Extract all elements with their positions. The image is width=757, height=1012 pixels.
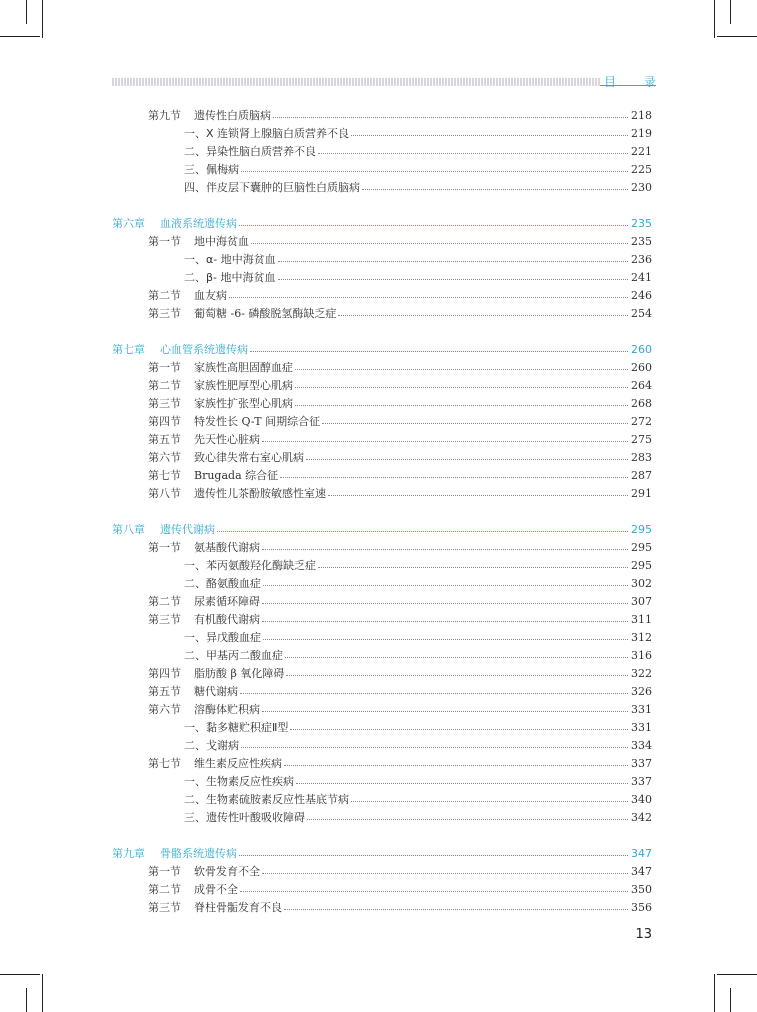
toc-entry-label [112,107,271,123]
toc-dot-leader [251,237,628,244]
toc-section-row[interactable] [112,232,652,250]
toc-entry-label [112,899,282,915]
toc-entry-page: 337 [631,756,652,770]
toc-item-row[interactable] [112,646,652,664]
toc-dot-leader [284,903,628,910]
toc-dot-leader [306,453,628,460]
toc-dot-leader [263,579,628,586]
toc-dot-leader [284,759,628,766]
crop-mark-top-right-v [714,0,715,38]
toc-entry-page: 268 [631,396,652,410]
toc-entry-page: 246 [631,288,652,302]
toc-entry-title: 三、遗传性叶酸吸收障碍 [184,811,305,824]
toc-entry-title: 血液系统遗传病 [160,217,237,230]
toc-entry-title: 二、异染性脑白质营养不良 [184,145,316,158]
toc-entry-page: 260 [631,342,652,356]
crop-mark-bottom-right-h [717,974,757,975]
toc-entry-label [112,863,260,879]
toc-entry-page: 316 [631,648,652,662]
toc-chapter-row[interactable] [112,214,652,232]
toc-entry-page: 283 [631,450,652,464]
toc-entry-title: 家族性扩张型心肌病 [194,397,293,410]
toc-entry-title: 尿素循环障碍 [194,595,260,608]
toc-entry-page: 254 [631,306,652,320]
crop-mark-bottom-left-v [42,974,43,1012]
toc-entry-title: 糖代谢病 [194,685,238,698]
toc-entry-page: 307 [631,594,652,608]
toc-section-row[interactable] [112,700,652,718]
toc-entry-title: 致心律失常右室心肌病 [194,451,304,464]
toc-dot-leader [318,147,628,154]
toc-chapter-row[interactable] [112,340,652,358]
toc-section-row[interactable] [112,394,652,412]
toc-item-row[interactable] [112,556,652,574]
toc-gap [112,826,652,844]
header-title-right: 录 [643,74,656,89]
toc-entry-page: 230 [631,180,652,194]
toc-item-row[interactable] [112,178,652,196]
toc-dot-leader [307,813,628,820]
toc-entry-title: 软骨发育不全 [194,865,260,878]
toc-entry-title: 二、甲基丙二酸血症 [184,649,283,662]
toc-dot-leader [322,417,628,424]
toc-dot-leader [229,291,628,298]
toc-entry-label [112,737,239,753]
toc-item-row[interactable] [112,268,652,286]
toc-entry-label [112,395,293,411]
crop-mark-bottom-left-v2 [26,988,27,1012]
toc-item-row[interactable] [112,736,652,754]
toc-entry-number: 第七章 [112,343,145,356]
toc-section-row[interactable] [112,484,652,502]
toc-dot-leader [239,219,628,226]
toc-dot-leader [280,471,628,478]
toc-entry-page: 295 [631,558,652,572]
toc-gap [112,322,652,340]
toc-entry-title: 成骨不全 [194,883,238,896]
toc-dot-leader [262,543,628,550]
toc-section-row[interactable] [112,538,652,556]
toc-dot-leader [240,687,628,694]
toc-entry-title: 一、生物素反应性疾病 [184,775,294,788]
toc-entry-title: 维生素反应性疾病 [194,757,282,770]
toc-entry-page: 337 [631,774,652,788]
toc-dot-leader [240,885,628,892]
toc-dot-leader [250,345,628,352]
toc-entry-label [112,377,293,393]
toc-entry-title: 一、异戊酸血症 [184,631,261,644]
toc-entry-page: 347 [631,846,652,860]
crop-mark-bottom-right-v [714,974,715,1012]
toc-dot-leader [278,273,629,280]
toc-entry-page: 235 [631,234,652,248]
toc-item-row[interactable] [112,628,652,646]
toc-entry-number: 第二节 [148,289,181,302]
toc-entry-title: 二、戈谢病 [184,739,239,752]
toc-entry-title: 骨骼系统遗传病 [160,847,237,860]
toc-entry-label [112,755,282,771]
toc-entry-title: 先天性心脏病 [194,433,260,446]
toc-entry-label [112,629,261,645]
toc-section-row[interactable] [112,664,652,682]
toc-entry-title: 葡萄糖 -6- 磷酸脱氢酶缺乏症 [194,307,337,320]
toc-chapter-row[interactable] [112,844,652,862]
toc-section-row[interactable] [112,106,652,124]
toc-section-row[interactable] [112,592,652,610]
toc-entry-number: 第二节 [148,595,181,608]
toc-dot-leader [262,435,628,442]
crop-mark-top-left-h [0,36,40,37]
toc-entry-title: 地中海贫血 [194,235,249,248]
toc-dot-leader [262,867,628,874]
toc-entry-page: 219 [631,126,652,140]
toc-entry-label [112,287,227,303]
toc-entry-number: 第一节 [148,361,181,374]
toc-entry-page: 287 [631,468,652,482]
toc-entry-label [112,791,349,807]
toc-entry-label [112,251,276,267]
toc-dot-leader [262,705,628,712]
toc-entry-page: 326 [631,684,652,698]
toc-entry-page: 311 [631,612,652,626]
toc-section-row[interactable] [112,754,652,772]
toc-entry-title: 家族性肥厚型心肌病 [194,379,293,392]
toc-section-row[interactable] [112,682,652,700]
toc-entry-page: 221 [631,144,652,158]
toc-section-row[interactable] [112,610,652,628]
toc-entry-page: 347 [631,864,652,878]
toc-entry-label [112,593,260,609]
toc-entry-page: 260 [631,360,652,374]
toc-entry-label [112,539,260,555]
toc-entry-title: 脂肪酸 β 氧化障碍 [194,667,285,680]
toc-entry-title: 四、伴皮层下囊肿的巨脑性白质脑病 [184,181,360,194]
toc-entry-label [112,233,249,249]
toc-entry-number: 第九章 [112,847,145,860]
toc-entry-label [112,467,278,483]
toc-entry-title: 特发性长 Q-T 间期综合征 [194,415,321,428]
toc-entry-label [112,179,360,195]
toc-item-row[interactable] [112,718,652,736]
toc-entry-label [112,881,238,897]
toc-dot-leader [217,525,628,532]
toc-section-row[interactable] [112,304,652,322]
crop-mark-top-left-v2 [26,0,27,24]
toc-entry-label [112,845,237,861]
toc-section-row[interactable] [112,376,652,394]
page-number: 13 [635,927,652,942]
toc-dot-leader [241,165,628,172]
toc-dot-leader [328,489,628,496]
toc-section-row[interactable] [112,448,652,466]
toc-dot-leader [278,255,628,262]
toc-entry-number: 第三节 [148,901,181,914]
toc-dot-leader [351,795,628,802]
toc-entry-number: 第七节 [148,469,181,482]
toc-entry-number: 第二节 [148,883,181,896]
table-of-contents [112,106,652,916]
toc-entry-page: 218 [631,108,652,122]
toc-entry-number: 第六章 [112,217,145,230]
toc-entry-number: 第五节 [148,685,181,698]
toc-dot-leader [295,363,628,370]
toc-entry-label [112,125,349,141]
toc-entry-label [112,521,215,537]
toc-entry-page: 302 [631,576,652,590]
toc-entry-page: 331 [631,720,652,734]
toc-dot-leader [318,561,628,568]
toc-entry-label [112,305,336,321]
toc-entry-page: 235 [631,216,652,230]
toc-entry-page: 334 [631,738,652,752]
toc-entry-page: 236 [631,252,652,266]
crop-mark-bottom-left-h [0,974,40,975]
toc-item-row[interactable] [112,772,652,790]
crop-mark-top-right-h [717,36,757,37]
toc-section-row[interactable] [112,880,652,898]
toc-entry-number: 第六节 [148,703,181,716]
toc-entry-title: 二、生物素硫胺素反应性基底节病 [184,793,349,806]
toc-chapter-row[interactable] [112,520,652,538]
toc-entry-number: 第九节 [148,109,181,122]
toc-entry-page: 272 [631,414,652,428]
toc-entry-number: 第五节 [148,433,181,446]
toc-entry-title: 心血管系统遗传病 [160,343,248,356]
toc-entry-title: 遗传性白质脑病 [194,109,271,122]
crop-mark-top-right-v2 [730,0,731,24]
toc-entry-label [112,341,248,357]
toc-entry-number: 第八节 [148,487,181,500]
toc-section-row[interactable] [112,358,652,376]
toc-entry-number: 第八章 [112,523,145,536]
toc-entry-label [112,557,316,573]
toc-dot-leader [263,633,628,640]
toc-gap [112,196,652,214]
toc-entry-page: 291 [631,486,652,500]
toc-entry-label [112,647,283,663]
toc-entry-number: 第一节 [148,235,181,248]
toc-entry-number: 第三节 [148,307,181,320]
toc-dot-leader [273,111,628,118]
toc-section-row[interactable] [112,412,652,430]
toc-entry-label [112,773,294,789]
toc-dot-leader [295,381,628,388]
toc-entry-number: 第一节 [148,541,181,554]
toc-section-row[interactable] [112,286,652,304]
toc-entry-title: Brugada 综合征 [194,469,279,482]
toc-entry-title: 遗传代谢病 [160,523,215,536]
toc-entry-label [112,269,276,285]
toc-dot-leader [239,849,628,856]
toc-item-row[interactable] [112,790,652,808]
toc-entry-page: 264 [631,378,652,392]
toc-entry-number: 第一节 [148,865,181,878]
toc-entry-label [112,701,260,717]
toc-dot-leader [295,399,628,406]
toc-section-row[interactable] [112,466,652,484]
toc-dot-leader [241,741,628,748]
toc-dot-leader [285,651,628,658]
toc-entry-number: 第七节 [148,757,181,770]
toc-entry-label [112,431,260,447]
toc-entry-number: 第四节 [148,415,181,428]
toc-entry-title: 溶酶体贮积病 [194,703,260,716]
toc-entry-page: 295 [631,522,652,536]
toc-entry-number: 第四节 [148,667,181,680]
toc-dot-leader [296,777,628,784]
toc-entry-label [112,719,288,735]
toc-item-row[interactable] [112,808,652,826]
toc-entry-title: 氨基酸代谢病 [194,541,260,554]
toc-entry-label [112,575,261,591]
toc-entry-page: 295 [631,540,652,554]
toc-entry-title: 遗传性儿茶酚胺敏感性室速 [194,487,326,500]
toc-dot-leader [362,183,628,190]
toc-entry-title: 有机酸代谢病 [194,613,260,626]
toc-section-row[interactable] [112,862,652,880]
toc-section-row[interactable] [112,898,652,916]
toc-item-row[interactable] [112,574,652,592]
toc-entry-title: 二、β- 地中海贫血 [184,271,276,284]
toc-entry-title: 三、佩梅病 [184,163,239,176]
toc-entry-number: 第三节 [148,397,181,410]
header-band [112,78,600,86]
toc-entry-title: 二、酪氨酸血症 [184,577,261,590]
toc-item-row[interactable] [112,124,652,142]
toc-dot-leader [262,597,628,604]
toc-entry-label [112,611,260,627]
crop-mark-top-left-v [42,0,43,38]
toc-entry-label [112,143,316,159]
toc-entry-page: 312 [631,630,652,644]
toc-item-row[interactable] [112,250,652,268]
toc-entry-page: 331 [631,702,652,716]
toc-entry-page: 322 [631,666,652,680]
toc-dot-leader [338,309,628,316]
toc-entry-label [112,215,237,231]
toc-entry-page: 241 [631,270,652,284]
toc-entry-page: 350 [631,882,652,896]
toc-dot-leader [290,723,628,730]
toc-entry-title: 一、X 连锁肾上腺脑白质营养不良 [184,127,350,140]
toc-item-row[interactable] [112,142,652,160]
toc-entry-page: 356 [631,900,652,914]
toc-dot-leader [262,615,628,622]
toc-entry-number: 第三节 [148,613,181,626]
toc-entry-title: 血友病 [194,289,227,302]
toc-entry-label [112,665,284,681]
toc-entry-page: 340 [631,792,652,806]
toc-entry-title: 脊柱骨骺发育不良 [194,901,282,914]
toc-entry-label [112,809,305,825]
toc-entry-label [112,161,239,177]
toc-entry-label [112,413,320,429]
toc-entry-page: 275 [631,432,652,446]
toc-item-row[interactable] [112,160,652,178]
header-title-left: 目 [604,74,617,89]
toc-entry-number: 第六节 [148,451,181,464]
header-title [604,73,656,89]
toc-entry-label [112,485,326,501]
toc-dot-leader [351,129,628,136]
toc-section-row[interactable] [112,430,652,448]
toc-entry-number: 第二节 [148,379,181,392]
toc-entry-title: 一、苯丙氨酸羟化酶缺乏症 [184,559,316,572]
crop-mark-bottom-right-v2 [730,988,731,1012]
toc-entry-label [112,359,293,375]
toc-entry-label [112,449,304,465]
toc-entry-title: 家族性高胆固醇血症 [194,361,293,374]
toc-entry-page: 225 [631,162,652,176]
toc-entry-title: 一、α- 地中海贫血 [184,253,276,266]
toc-dot-leader [286,669,628,676]
toc-entry-page: 342 [631,810,652,824]
toc-gap [112,502,652,520]
toc-entry-label [112,683,238,699]
toc-entry-title: 一、黏多糖贮积症Ⅱ型 [184,721,289,734]
